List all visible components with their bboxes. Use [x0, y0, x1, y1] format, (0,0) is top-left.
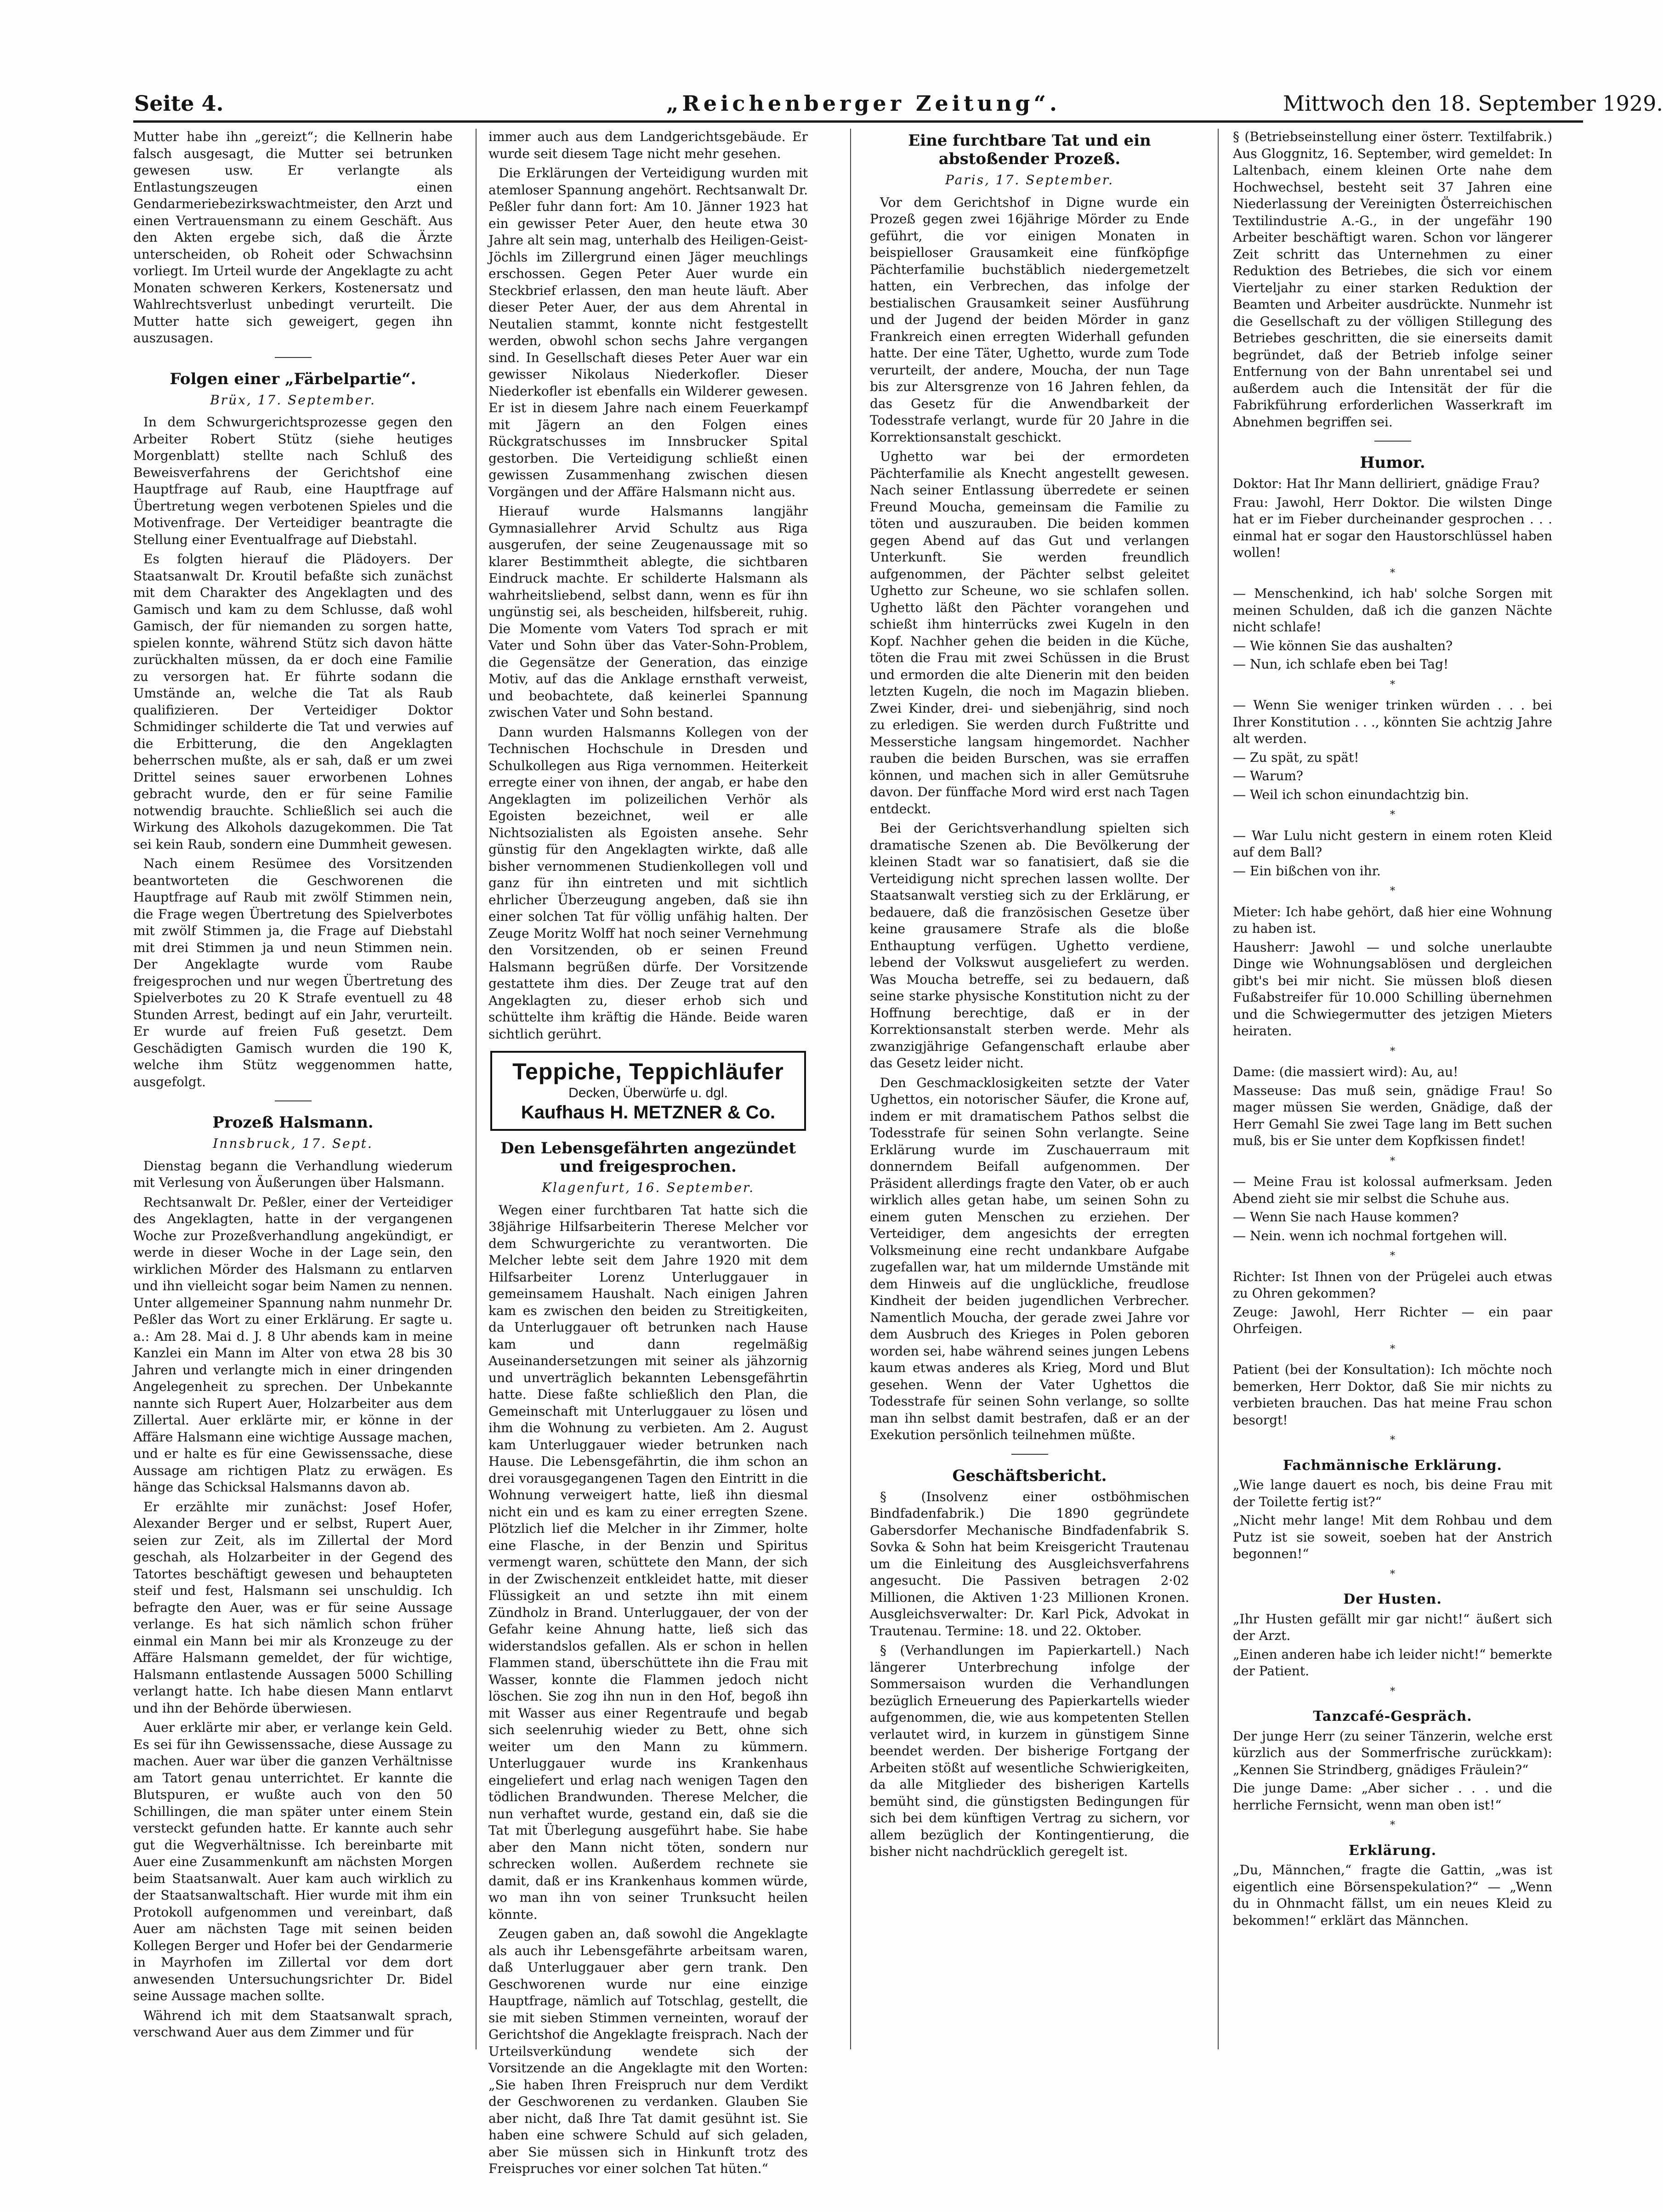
joke-line: — Weil ich schon einundachtzig bin. — [1233, 787, 1469, 802]
joke-line: — Nun, ich schlafe eben bei Tag! — [1233, 657, 1449, 672]
joke-line: „Ihr Husten gefällt mir gar nicht!“ äußert sich der Arzt. — [1233, 1611, 1552, 1643]
page-number: Seite 4. — [134, 91, 224, 116]
dateline: Brüx, 17. September. — [210, 392, 376, 408]
advertisement-metzner — [490, 1051, 806, 1131]
star-divider: * — [1390, 809, 1395, 821]
joke-line: — War Lulu nicht gestern in einem roten Kleid auf dem Ball? — [1233, 828, 1552, 860]
paragraph: Dienstag begann die Verhandlung wiederum mit Verlesung von Äußerungen über Halsmann. — [133, 1158, 453, 1190]
paragraph: Die Erklärungen der Verteidigung wurden mit atemloser Spannung angehört. Rechtsanwalt Dr. Peßler fuhr dann fort: Am 10. Jänner 1923 hat ein gewisser Peter Auer, den heute etwa 30 Jahre alt sein mag, unterhalb des Heiligen-Geist-Jöchls im Zillergrund einen Jäger meuchlings erschossen. Gegen Peter Auer wurde ein Steckbrief erlassen, den man heute läuft. Aber dieser Peter Auer, der aus dem Ahrental in Neutalien stammt, konnte nicht festgestellt werden, obwohl schon sechs Jahre vergangen sind. In Gesellschaft dieses Peter Auer war ein gewisser Nikolaus Niederkofler. Dieser Niederkofler ist ebenfalls ein Wilderer gewesen. Er ist in diesem Jahre nach einem Feuerkampf mit Jägern an den Folgen eines Rückgratschusses im Innsbrucker Spital gestorben. Die Verteidigung schließt einen gewissen Zusammenhang zwischen diesen Vorgängen und der Affäre Halsmann nicht aus. — [488, 165, 808, 499]
paragraph: Während ich mit dem Staatsanwalt sprach, verschwand Auer aus dem Zimmer und für — [133, 2008, 453, 2040]
dateline: Klagenfurt, 16. September. — [541, 1180, 755, 1195]
paragraph: Er erzählte mir zunächst: Josef Hofer, Alexander Berger und er selbst, Rupert Auer, seien zur Zeit, als im Zillertal der Mord geschah, als Holzarbeiter in der Gegend des Tatortes beschäftigt gewesen und behaupteten steif und fest, Halsmann sei unschuldig. Ich befragte den Auer, was er für seine Aussage verlange. Es hat sich nämlich schon früher einmal ein Mann bei mir als Kronzeuge zu der Affäre Halsmann gemeldet, der für wichtige, Halsmann entlastende Aussagen 5000 Schilling verlangt hatte. Ich habe diesen Mann entlarvt und ihn der Behörde überwiesen. — [133, 1499, 453, 1716]
separator — [275, 1100, 312, 1101]
joke-line: Masseuse: Das muß sein, gnädige Frau! So mager müssen Sie werden, Gnädige, daß der Herr Gemahl Sie zwei Tage lang im Bett suchen muß, bis er Sie unter dem Kopfkissen findet! — [1233, 1083, 1552, 1148]
joke-line: Dame: (die massiert wird): Au, au! — [1233, 1064, 1459, 1079]
joke-line: Frau: Jawohl, Herr Doktor. Die wilsten Dinge hat er im Fieber durcheinander gesprochen . . . einmal hat er sogar den Haustorschlüssel haben wollen! — [1233, 494, 1552, 560]
paragraph: § (Verhandlungen im Papierkartell.) Nach längerer Unterbrechung infolge der Sommersaison wurden die Verhandlungen bezüglich Erneuerung des Papierkartells wieder aufgenommen, die, wie aus kompetenten Stellen verlautet wird, in kurzem in günstigem Sinne beendet werden. Der bisherige Fortgang der Arbeiten stößt auf wesentliche Schwierigkeiten, da alle Mitglieder des bisherigen Kartells bemüht sind, die günstigsten Bedingungen für sich bei dem künftigen Vertrag zu sichern, vor allem bezüglich der Kontingentierung, die bisher nicht nachdrücklich geregelt ist. — [870, 1643, 1189, 1859]
joke-line: — Zu spät, zu spät! — [1233, 749, 1359, 765]
separator — [275, 357, 312, 358]
paragraph: Rechtsanwalt Dr. Peßler, einer der Verteidiger des Angeklagten, hatte in der vergangenen Woche zur Prozeßverhandlung angekündigt, er werde in dieser Woche in der Lage sein, den wirklichen Mörder des Halsmann zu entlarven und ihn vielleicht sogar beim Namen zu nennen. Unter allgemeiner Spannung nahm nunmehr Dr. Peßler das Wort zu einer Erklärung. Er sagte u. a.: Am 28. Mai d. J. 8 Uhr abends kam in meine Kanzlei ein Mann im Alter von etwa 28 bis 30 Jahren und verlangte mich in einer dringenden Angelegenheit zu sprechen. Der Unbekannte nannte sich Rupert Auer, Holzarbeiter aus dem Zillertal. Auer erklärte mir, er könne in der Affäre Halsmann eine wichtige Aussage machen, und er halte es für eine Gewissenssache, diese Aussage am richtigen Platz zu erwägen. Es hänge das Schicksal Halsmanns davon ab. — [133, 1194, 453, 1495]
article-continuation: immer auch aus dem Landgerichtsgebäude. Er wurde seit diesem Tage nicht mehr gesehen. — [488, 129, 808, 161]
column-3 — [870, 129, 1189, 2049]
star-divider: * — [1390, 1685, 1395, 1697]
star-divider: * — [1390, 567, 1395, 579]
star-divider: * — [1390, 679, 1395, 691]
joke-line: — Nein. wenn ich nochmal fortgehen will. — [1233, 1228, 1508, 1243]
separator — [1374, 441, 1411, 442]
star-divider: * — [1390, 1155, 1395, 1167]
star-divider: * — [1390, 1568, 1395, 1580]
joke-line: — Wenn Sie weniger trinken würden . . . bei Ihrer Konstitution . . ., könnten Sie achtzig Jahre alt werden. — [1233, 698, 1552, 746]
paragraph: § (Betriebseinstellung einer österr. Textilfabrik.) Aus Gloggnitz, 16. September, wird gemeldet: In Laltenbach, einem kleinen Orte nahe dem Hochwechsel, besteht seit 37 Jahren eine Niederlassung der Vereinigten Österreichischen Textilindustrie A.-G., in der ungefähr 190 Arbeiter beschäftigt waren. Schon vor längerer Zeit schritt das Unternehmen zu einer Reduktion des Betriebes, die sich vor einem Vierteljahr zu einer starken Reduktion der Beamten und Arbeiter ausdrückte. Nunmehr ist die Gesellschaft zu der völligen Stillegung des Betriebes geschritten, die sie einerseits damit begründet, daß der Betrieb infolge seiner Entfernung von der Bahn unrentabel sei und außerdem auch die Intensität der für die Fabrikführung erforderlichen Wasserkraft im Abnehmen begriffen sei. — [1233, 129, 1552, 430]
paragraph: Hierauf wurde Halsmanns langjähr Gymnasiallehrer Arvid Schultz aus Riga ausgerufen, der seine Zeugenaussage mit so klarer Bestimmtheit ablegte, die sichtbaren Eindruck machte. Er schilderte Halsmann als wahrheitsliebend, selbst dann, wenn es für ihn ungünstig sei, als bescheiden, hilfsbereit, ruhig. Die Momente vom Vaters Tod sprach er mit Vater und Sohn über das Vater-Sohn-Problem, die Gegensätze der Generation, das einzige Motiv, auf das die Anklage ernsthaft verweist, und beobachtete, daß keinerlei Spannung zwischen Vater und Sohn bestand. — [488, 504, 808, 720]
joke-line: „Nicht mehr lange! Mit dem Rohbau und dem Putz ist sie soweit, soeben hat der Anstrich begonnen!“ — [1233, 1513, 1552, 1561]
paragraph: Den Geschmacklosigkeiten setzte der Vater Ughettos, ein notorischer Säufer, die Krone auf, indem er mit dramatischem Pathos selbst die Todesstrafe für seinen Sohn verlangte. Seine Erklärung wurde im Zuschauerraum mit donnerndem Beifall aufgenommen. Der Präsident allerdings fragte den Vater, ob er auch wirklich alles getan habe, um seinen Sohn zu einem guten Menschen zu erziehen. Der Verteidiger, dem angesichts der erregten Volksmeinung eine recht undankbare Aufgabe zugefallen war, hat um mildernde Umstände mit dem Hinweis auf die unglückliche, freudlose Kindheit der beiden jugendlichen Verbrecher. Namentlich Moucha, der gerade zwei Jahre vor dem Ausbruch des Krieges in Polen geboren worden sei, habe während seines jungen Lebens kaum etwas anderes als Krieg, Mord und Blut gesehen. Wenn der Vater Ughettos die Todesstrafe für seinen Sohn verlange, so sollte man ihn selbst damit bestrafen, daß er an der Exekution persönlich teilnehmen müßte. — [870, 1075, 1189, 1442]
joke-line: „Wie lange dauert es noch, bis deine Frau mit der Toilette fertig ist?“ — [1233, 1477, 1552, 1509]
joke-line: — Warum? — [1233, 768, 1303, 783]
column-2 — [488, 129, 808, 2176]
column-divider — [476, 129, 477, 2049]
star-divider: * — [1390, 1343, 1395, 1355]
header-rule — [133, 120, 1583, 123]
joke-line: Hausherr: Jawohl — und solche unerlaubte Dinge wie Wohnungsablösen und dergleichen gibt's bei mir nicht. Sie müssen bloß diesen Fußabstreifer für 10.000 Schilling übernehmen und die Schwiegermutter des jetzigen Mieters heiraten. — [1233, 939, 1552, 1038]
paragraph: Vor dem Gerichtshof in Digne wurde ein Prozeß gegen zwei 16jährige Mörder zu Ende geführt, die vor einigen Monaten in beispielloser Grausamkeit eine fünfköpfige Pächterfamilie buchstäblich niedergemetzelt hatten, ein Verbrechen, das infolge der bestialischen Grausamkeit seiner Ausführung und der Jugend der beiden Mörder in ganz Frankreich einen erregten Widerhall gefunden hatte. Der eine Täter, Ughetto, wurde zum Tode verurteilt, der andere, Moucha, der nun Tage bis zur Altersgrenze von 16 Jahren fehlen, da das Gesetz für die Anwendbarkeit der Todesstrafe verlangt, wurde für 20 Jahre in die Korrektionsanstalt geschickt. — [870, 194, 1189, 445]
joke-line: — Ein bißchen von ihr. — [1233, 863, 1381, 879]
column-1 — [133, 129, 453, 2049]
paragraph: Dann wurden Halsmanns Kollegen von der Technischen Hochschule in Dresden und Schulkollegen aus Riga vernommen. Heiterkeit erregte einer von ihnen, der angab, er habe den Angeklagten im polizeilichen Verhör als Egoisten bezeichnet, weil er alle Nichtsozialisten als Egoisten ansehe. Sehr günstig für den Angeklagten wirkte, daß alle bisher vernommenen Studienkollegen voll und ganz für ihn eintreten und mit sichtlich ehrlicher Überzeugung angeben, daß sie ihn einer solchen Tat für völlig unfähig halten. Der Zeuge Moritz Wolff hat noch seiner Vernehmung den Vorsitzenden, ob er seinen Freund Halsmann begrüßen dürfe. Der Vorsitzende gestattete ihm dies. Der Zeuge trat auf den Angeklagten zu, dieser erhob sich und schüttelte ihm kräftig die Hände. Beide waren sichtlich gerührt. — [488, 724, 808, 1042]
ad-headline: Teppiche, Teppichläufer — [512, 1059, 784, 1084]
joke-line: Doktor: Hat Ihr Mann delliriert, gnädige Frau? — [1233, 476, 1540, 491]
subheading: Fachmännische Erklärung. — [1283, 1457, 1503, 1474]
joke-line: — Wie können Sie das aushalten? — [1233, 638, 1453, 653]
headline-halsmann: Prozeß Halsmann. — [212, 1113, 374, 1132]
paragraph: Auer erklärte mir aber, er verlange kein Geld. Es sei für ihn Gewissenssache, diese Aussage zu machen. Auer war über die ganzen Verhältnisse am Tatort genau unterrichtet. Er kannte die Blutspuren, er wußte auch von den 50 Schillingen, die man später unter einem Stein versteckt gefunden hatte. Er kannte auch sehr gut die Wegverhältnisse. Ich bereinbarte mit Auer eine Zusammenkunft am nächsten Morgen beim Staatsanwalt. Auer kam auch wirklich zu der Staatsanwaltschaft. Hier wurde mit ihm ein Protokoll aufgenommen und vereinbart, daß Auer am nächsten Tage mit seinen beiden Kollegen Berger und Hofer bei der Gendarmerie in Mayrhofen im Zillertal vor dem dort anwesenden Untersuchungsrichter Dr. Bidel seine Aussage machen sollte. — [133, 1720, 453, 2003]
joke-line: — Menschenkind, ich hab' solche Sorgen mit meinen Schulden, daß ich die ganzen Nächte nicht schlafe! — [1233, 586, 1552, 635]
separator — [1011, 1454, 1048, 1455]
joke-line: Die junge Dame: „Aber sicher . . . und die herrliche Fernsicht, wenn man oben ist!“ — [1233, 1781, 1552, 1813]
joke-line: Richter: Ist Ihnen von der Prügelei auch etwas zu Ohren gekommen? — [1233, 1269, 1552, 1301]
paragraph: Nach einem Resümee des Vorsitzenden beantworteten die Geschworenen die Hauptfrage auf Raub mit zwölf Stimmen nein, die Frage wegen Übertretung des Spielverbotes mit zwölf Stimmen ja, die Frage auf Diebstahl mit drei Stimmen ja und neun Stimmen nein. Der Angeklagte wurde vom Raube freigesprochen und nur wegen Übertretung des Spielverbotes zu 20 K Strafe eventuell zu 48 Stunden Arrest, bedingt auf ein Jahr, verurteilt. Er wurde auf freien Fuß gesetzt. Dem Geschädigten Gamisch wurden die 190 K, welche ihm Stütz weggenommen hatte, ausgefolgt. — [133, 856, 453, 1089]
headline-lebensgefaehrte: Den Lebensgefährten angezündet und freigesprochen. — [500, 1139, 796, 1176]
issue-date: Mittwoch den 18. September 1929. — [1283, 91, 1663, 116]
joke-line: Patient (bei der Konsultation): Ich möchte noch bemerken, Herr Doktor, daß Sie mir nichts zu verbieten brauchen. Das hat meine Frau schon besorgt! — [1233, 1362, 1552, 1428]
subheading: Tanzcafé-Gespräch. — [1313, 1708, 1472, 1724]
star-divider: * — [1390, 1250, 1395, 1262]
joke-line: Mieter: Ich habe gehört, daß hier eine Wohnung zu haben ist. — [1233, 904, 1552, 936]
column-divider — [1218, 129, 1219, 2049]
joke-line: „Einen anderen habe ich leider nicht!“ bemerkte der Patient. — [1233, 1646, 1552, 1679]
paragraph: Es folgten hierauf die Plädoyers. Der Staatsanwalt Dr. Kroutil befaßte sich zunächst mit dem Charakter des Angeklagten und des Gamisch und kam zu dem Schlusse, daß wohl Gamisch, der für niemanden zu sorgen hatte, spielen konnte, während Stütz sich davon hätte zurückhalten müssen, da er doch eine Familie zu versorgen hat. Er führte sodann die Umstände an, welche die Tat als Raub qualifizieren. Der Verteidiger Doktor Schmidinger schilderte die Tat und verwies auf die Erbitterung, die den Angeklagten beherrschen mußte, als er sah, daß er um zwei Drittel seines sauer erworbenen Lohnes gebracht wurde, den er für seine Familie notwendig brauchte. Schließlich sei auch die Wirkung des Alkohols dazugekommen. Die Tat sei kein Raub, sondern eine Dummheit gewesen. — [133, 551, 453, 852]
column-4 — [1233, 129, 1552, 2049]
ad-subline: Decken, Überwürfe u. dgl. — [568, 1085, 728, 1100]
newspaper-title: „Reichenberger Zeitung“. — [666, 91, 1061, 116]
star-divider: * — [1390, 1045, 1395, 1057]
paragraph: § (Insolvenz einer ostböhmischen Bindfadenfabrik.) Die 1890 gegründete Gabersdorfer Mechanische Bindfadenfabrik S. Sovka & Sohn hat beim Kreisgericht Trautenau um die Einleitung des Ausgleichsverfahrens angesucht. Die Passiven betragen 2·02 Millionen, die Aktiven 1·23 Millionen Kronen. Ausgleichsverwalter: Dr. Karl Pick, Advokat in Trautenau. Termine: 18. und 22. Oktober. — [870, 1489, 1189, 1639]
star-divider: * — [1390, 1435, 1395, 1446]
star-divider: * — [1390, 1820, 1395, 1831]
dateline: Paris, 17. September. — [945, 172, 1114, 187]
joke-line: „Du, Männchen,“ fragte die Gattin, „was ist eigentlich eine Börsenspekulation?“ — „Wenn du in Ohnmacht fällst, um ein neues Kleid zu bekommen!“ erklärt das Männchen. — [1233, 1862, 1552, 1928]
headline-humor: Humor. — [1360, 454, 1425, 472]
headline-geschaeftsbericht: Geschäftsbericht. — [952, 1466, 1107, 1485]
joke-line: Zeuge: Jawohl, Herr Richter — ein paar Ohrfeigen. — [1233, 1304, 1552, 1336]
article-continuation: Mutter habe ihn „gereizt“; die Kellnerin habe falsch ausgesagt, die Mutter sei betrunken gewesen usw. Er verlangte als Entlastungszeugen einen Gendarmeriebezirkswachtmeister, den Arzt und einen Vertrauensmann zu einem Geschäft. Aus den Akten ergebe sich, daß die Ärzte unterscheiden, ob Roheit oder Schwachsinn vorliegt. Im Urteil wurde der Angeklagte zu acht Monaten schweren Kerkers, Kostenersatz und Wahlrechtsverlust unbedingt verurteilt. Die Mutter hatte sich geweigert, gegen ihn auszusagen. — [133, 129, 453, 346]
joke-line: — Wenn Sie nach Hause kommen? — [1233, 1209, 1459, 1225]
dateline: Innsbruck, 17. Sept. — [213, 1136, 373, 1151]
headline-faerbelpartie: Folgen einer „Färbelpartie“. — [170, 369, 416, 388]
subheading: Erklärung. — [1348, 1842, 1437, 1859]
paragraph: Zeugen gaben an, daß sowohl die Angeklagte als auch ihr Lebensgefährte arbeitsam waren, daß Unterluggauer aber gern trank. Den Geschworenen wurde nur eine einzige Hauptfrage, nämlich auf Totschlag, gestellt, die sie mit sieben Stimmen verneinten, worauf der Gerichtshof die Angeklagte freisprach. Nach der Urteilsverkündung wendete sich der Vorsitzende an die Angeklagte mit den Worten: „Sie haben Ihren Freispruch nur dem Verdikt der Geschworenen zu verdanken. Glauben Sie aber nicht, daß Ihre Tat damit gesühnt ist. Sie haben eine schwere Schuld auf sich geladen, aber Sie müssen sich in Hinkunft trotz des Freispruches vor einer solchen Tat hüten.“ — [488, 1926, 808, 2176]
headline-furchtbare-tat: Eine furchtbare Tat und ein abstoßender Prozeß. — [908, 131, 1151, 168]
column-divider — [850, 129, 851, 2049]
paragraph: Ughetto war bei der ermordeten Pächterfamilie als Knecht angestellt gewesen. Nach seiner Entlassung überredete er seinen Freund Moucha, gemeinsam die Familie zu töten und auszurauben. Die beiden kommen gegen Abend auf das Gut und verlangen Unterkunft. Sie werden freundlich aufgenommen, der Pächter selbst geleitet Ughetto zur Scheune, wo sie schlafen sollen. Ughetto läßt den Pächter vorangehen und schießt ihm hinterrücks zwei Kugeln in den Kopf. Nachher gehen die beiden in die Küche, töten die Frau mit zwei Schüssen in die Brust und ermorden die alte Dienerin mit den beiden letzten Kugeln, die noch im Magazin blieben. Zwei Kinder, drei- und siebenjährig, sind noch zu erledigen. Sie werden durch Fußtritte und Messerstiche langsam hingemordet. Nachher rauben die beiden Burschen, was sie erraffen können, und machen sich in aller Gemütsruhe davon. Der fünffache Mord wird erst nach Tagen entdeckt. — [870, 449, 1189, 817]
subheading: Der Husten. — [1343, 1591, 1442, 1607]
ad-company: Kaufhaus H. METZNER & Co. — [521, 1102, 776, 1123]
joke-line: — Meine Frau ist kolossal aufmerksam. Jeden Abend zieht sie mir selbst die Schuhe aus. — [1233, 1174, 1552, 1206]
joke-line: Der junge Herr (zu seiner Tänzerin, welche erst kürzlich aus der Sommerfrische zurückkam): „Kennen Sie Strindberg, gnädiges Fräulein?“ — [1233, 1728, 1552, 1777]
star-divider: * — [1390, 885, 1395, 897]
paragraph: Bei der Gerichtsverhandlung spielten sich dramatische Szenen ab. Die Bevölkerung der kleinen Stadt war so fanatisiert, daß sie die Verteidigung nicht sprechen lassen wollte. Der Staatsanwalt verstieg sich zu der Erklärung, er bedauere, daß die französischen Gesetze über keine grausamere Strafe als die bloße Enthauptung verfügen. Ughetto verdiene, lebend der Volkswut ausgeliefert zu werden. Was Moucha betreffe, sei zu bedauern, daß seine starke physische Konstitution nicht zu der Hoffnung berechtige, daß er in der Korrektionsanstalt sterben werde. Mehr als zwanzigjährige Gefangenschaft erlaube aber das Gesetz leider nicht. — [870, 821, 1189, 1071]
paragraph: Wegen einer furchtbaren Tat hatte sich die 38jährige Hilfsarbeiterin Therese Melcher vor dem Schwurgerichte zu verantworten. Die Melcher lebte seit dem Jahre 1920 mit dem Hilfsarbeiter Lorenz Unterluggauer in gemeinsamem Haushalt. Nach einigen Jahren kam es zwischen den beiden zu Streitigkeiten, da Unterluggauer oft betrunken nach Hause kam und dann regelmäßig Auseinandersetzungen mit seiner als jähzornig und unverträglich bekannten Lebensgefährtin hatte. Diese faßte schließlich den Plan, die Gemeinschaft mit Unterluggauer zu lösen und ihm die Wohnung zu verbieten. Am 2. August kam Unterluggauer wieder betrunken nach Hause. Die Lebensgefährtin, die ihm schon an drei vorausgegangenen Tagen den Eintritt in die Wohnung verweigert hatte, ließ ihn diesmal nicht ein und es kam zu einer erregten Szene. Plötzlich lief die Melcher in ihr Zimmer, holte eine Flasche, in der Benzin und Spiritus vermengt waren, schüttete den Mann, der sich in der Zwischenzeit entkleidet hatte, mit dieser Flüssigkeit an und setzte ihn mit einem Zündholz in Brand. Unterluggauer, der von der Gefahr keine Ahnung hatte, ließ sich das widerstandslos gefallen. Als er schon in hellen Flammen stand, überschüttete ihn die Frau mit Wasser, konnte die Flammen jedoch nicht löschen. Sie zog ihn nun in den Hof, begoß ihn mit Wasser aus einer Regentraufe und begab sich seelenruhig wieder zu Bett, ohne sich weiter um den Mann zu kümmern. Unterluggauer wurde ins Krankenhaus eingeliefert und erlag nach wenigen Tagen den tödlichen Brandwunden. Therese Melcher, die nun verhaftet wurde, gestand ein, daß sie die Tat mit Überlegung ausgeführt habe. Sie habe aber den Mann nicht töten, sondern nur schrecken wollen. Außerdem rechnete sie damit, daß er ins Krankenhaus kommen würde, wo man ihn von seiner Trunksucht heilen könnte. — [488, 1202, 808, 1922]
paragraph: In dem Schwurgerichtsprozesse gegen den Arbeiter Robert Stütz (siehe heutiges Morgenblatt) stellte nach Schluß des Beweisverfahrens der Gerichtshof eine Hauptfrage auf Raub, eine Hauptfrage auf Übertretung wegen verbotenen Spieles und die Motivenfrage. Der Verteidiger beantragte die Stellung einer Eventualfrage auf Diebstahl. — [133, 414, 453, 547]
